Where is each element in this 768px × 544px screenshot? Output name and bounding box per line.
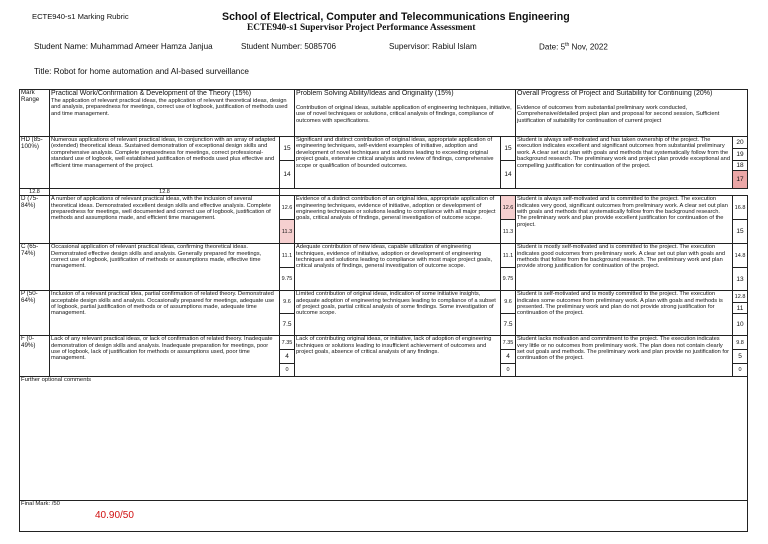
score-cell[interactable]: 9.6 xyxy=(280,291,295,314)
score-cell[interactable]: 15 xyxy=(733,220,748,244)
score-cell[interactable]: 15 xyxy=(280,137,295,161)
course-code: ECTE940-s1 Marking Rubric xyxy=(32,12,129,21)
supervisor: Supervisor: Rabiul Islam xyxy=(389,42,477,51)
criterion-1-c: Occasional application of relevant practical ideas, confirming theoretical ideas. Demonstrated effective design skills and analysis. Generally prepared for meetings, correct use of logbook, justification of methods or assumptions made, effective time management. xyxy=(50,244,280,291)
criterion-1-f: Lack of any relevant practical ideas, or lack of confirmation of related theory. Inadequate demonstration of design skills and analysis. Inadequate preparation for meetings, poor use of logbook, lack of justification for methods or assumptions used, poor time management. xyxy=(50,336,280,377)
school-name: School of Electrical, Computer and Telecommunications Engineering xyxy=(222,11,570,23)
student-name: Student Name: Muhammad Ameer Hamza Janjua xyxy=(34,42,213,51)
table-row xyxy=(20,291,748,303)
criterion-header-1: Practical Work/Confirmation & Development of the Theory (15%) The application of relevant practical ideas, the application of relevant theoretical ideas, design and analysis, preparedness for meetings, correct use of logbook, justification of methods used and time management. xyxy=(50,90,295,137)
score-cell[interactable]: 0 xyxy=(733,364,748,377)
mark-range-hd: HD (85-100%) xyxy=(20,137,50,189)
score-cell[interactable]: 15 xyxy=(501,137,516,161)
criterion-2-d: Evidence of a distinct contribution of an original idea, appropriate application of engineering techniques, evidence of initiative, adoption or development of engineering techniques or solutions leading to compliance with all major project goals, critical analysis of findings, general investigation of outcome scope. xyxy=(295,196,501,244)
criterion-3-d: Student is always self-motivated and is committed to the project. The execution indicates very good, significant outcomes from preliminary work. A clear set out plan with goals and methods that systematically follow from the background research. The preliminary work and plan provide excellent justification for continuation of the project. xyxy=(516,196,733,244)
score-cell[interactable]: 7.35 xyxy=(501,336,516,350)
score-cell[interactable]: 9.75 xyxy=(501,268,516,291)
criterion-1-d: A number of applications of relevant practical ideas, with the inclusion of several theoretical ideas. Demonstrated excellent design skills and effective analysis. Complete preparedness for meetings, well documented and correct use of logbook, justification of methods and assumptions made, and efficient time management. xyxy=(50,196,280,244)
score-cell[interactable]: 10 xyxy=(733,314,748,336)
further-comments[interactable] xyxy=(20,377,748,501)
score-cell[interactable]: 9.75 xyxy=(280,268,295,291)
score-cell[interactable]: 11.1 xyxy=(280,244,295,268)
mark-range-f: F (0-49%) xyxy=(20,336,50,377)
score-cell[interactable]: 5 xyxy=(733,350,748,364)
score-cell[interactable]: 13 xyxy=(733,268,748,291)
score-cell[interactable]: 7.35 xyxy=(280,336,295,350)
criterion-2-c: Adequate contribution of new ideas, capable utilization of engineering techniques, evidence of initiative, adoption or development of engineering techniques and solutions leading to compliance with most major project goals, critical analysis of findings, general investigation of outcome scope. xyxy=(295,244,501,291)
criterion-2-p: Limited contribution of original ideas, indication of some initiative insights, adequate adoption of engineering techniques leading to compliance of a subset of project goals, partial critical analysis of some findings. Some investigation of outcome scope. xyxy=(295,291,501,336)
criterion-1-hd: Numerous applications of relevant practical ideas, in conjunction with an array of adapted (extended) theoretical ideas. Sustained demonstration of exceptional design skills and comprehensive analysis. Complete preparedness for meetings, correct professional-standard use of logbook, well established justification of methods used plus effective and efficient time management of the project. xyxy=(50,137,280,189)
score-cell-selected[interactable]: 11.3 xyxy=(280,220,295,244)
mark-range-d: D (75-84%) xyxy=(20,196,50,244)
criterion-3-c: Student is mostly self-motivated and is committed to the project. The execution indicates good outcomes from preliminary work. A clear set out plan with goals and methods that follow from the background research. The preliminary work and plan provide strong justification for continuation of the project. xyxy=(516,244,733,291)
score-cell[interactable]: 11.3 xyxy=(501,220,516,244)
score-cell[interactable]: 12.8 xyxy=(20,189,50,196)
table-row xyxy=(20,336,748,350)
score-cell[interactable]: 14 xyxy=(501,161,516,189)
rubric-table xyxy=(19,89,748,532)
score-cell[interactable]: 12.8 xyxy=(733,291,748,303)
score-cell[interactable]: 9.8 xyxy=(733,336,748,350)
score-cell-selected[interactable]: 17 xyxy=(733,171,748,189)
assessment-title: ECTE940-s1 Supervisor Project Performance Assessment xyxy=(247,23,476,33)
score-cell[interactable]: 9.6 xyxy=(501,291,516,314)
score-cell[interactable]: 7.5 xyxy=(501,314,516,336)
criterion-3-f: Student lacks motivation and commitment to the project. The execution indicates very little or no outcomes from preliminary work. The plan does not contain clearly set out goals and methods. The preliminary work and plan provide no justification for continuation of the project. xyxy=(516,336,733,377)
criterion-header-3: Overall Progress of Project and Suitability for Continuing (20%) Evidence of outcomes from substantial preliminary work conducted, Comprehensive/detailed project plan and proposal for second session, Sufficient justification of suitability for continuation of current project xyxy=(516,90,748,137)
final-mark-row xyxy=(20,501,748,532)
score-cell[interactable]: 16.8 xyxy=(733,196,748,220)
criterion-3-hd: Student is always self-motivated and has taken ownership of the project. The execution indicates excellent and significant outcomes from substantial preliminary work. A clear set out plan with goals and methods that systematically follow from the background research. The preliminary work and project plan provide exceptional and compelling justification for continuation of the project. xyxy=(516,137,733,189)
header-row xyxy=(20,90,748,137)
score-cell[interactable]: 19 xyxy=(733,149,748,161)
score-cell[interactable]: 12.6 xyxy=(280,196,295,220)
criterion-3-p: Student is self-motivated and is mostly committed to the project. The execution indicates some outcomes from preliminary work. A plan with goals and methods is presented. The preliminary work and plan do not provide strong justification for continuation of the project. xyxy=(516,291,733,336)
final-mark-value: 40.90/50 xyxy=(95,510,134,522)
table-row xyxy=(20,244,748,268)
score-cell[interactable]: 11 xyxy=(733,303,748,314)
score-cell[interactable]: 0 xyxy=(501,364,516,377)
score-cell[interactable]: 20 xyxy=(733,137,748,149)
table-row xyxy=(20,196,748,220)
score-cell[interactable]: 11.1 xyxy=(501,244,516,268)
score-cell[interactable]: 4 xyxy=(501,350,516,364)
score-cell-selected[interactable]: 12.6 xyxy=(501,196,516,220)
criterion-2-hd: Significant and distinct contribution of original ideas, appropriate application of engineering techniques, self-evident examples of initiative, adoption and development of novel techniques and solutions leading to exceeding original project goals, extensive critical analysis and review of findings, comprehensive scope or qualification of bounded outcomes. xyxy=(295,137,501,189)
score-cell[interactable]: 4 xyxy=(280,350,295,364)
score-cell[interactable]: 12.8 xyxy=(50,189,280,196)
mark-range-c: C (65-74%) xyxy=(20,244,50,291)
project-title: Title: Robot for home automation and AI-based surveillance xyxy=(34,67,249,76)
score-cell[interactable]: 7.5 xyxy=(280,314,295,336)
score-cell[interactable]: 18 xyxy=(733,161,748,171)
score-cell[interactable]: 14.8 xyxy=(733,244,748,268)
criterion-1-p: Inclusion of a relevant practical idea, partial confirmation of related theory. Demonstrated acceptable design skills and analysis. Occasionally prepared for meetings, adequate use of logbook, partial justification of methods or of assumptions made, adequate time management. xyxy=(50,291,280,336)
criterion-header-2: Problem Solving Ability/Ideas and Originality (15%) Contribution of original ideas, suitable application of engineering techniques, initiative, use of novel techniques or solutions, critical analysis of findings, compliance of outcomes with specifications. xyxy=(295,90,516,137)
mark-range-p: P (50-64%) xyxy=(20,291,50,336)
comments-row xyxy=(20,377,748,501)
score-cell[interactable]: 0 xyxy=(280,364,295,377)
mark-range-header: Mark Range xyxy=(20,90,50,137)
date: Date: 5th Nov, 2022 xyxy=(539,42,608,52)
final-mark-cell[interactable] xyxy=(20,501,748,532)
score-cell[interactable]: 14 xyxy=(280,161,295,189)
final-mark-label: Final Mark: /50 xyxy=(21,501,60,508)
criterion-2-f: Lack of contributing original ideas, or initiative, lack of adoption of engineering techniques or solutions leading to insufficient achievement of outcomes and project goals, absence of critical analysis of any findings. xyxy=(295,336,501,377)
student-number: Student Number: 5085706 xyxy=(241,42,336,51)
table-row xyxy=(20,137,748,149)
comments-label: Further optional comments xyxy=(21,377,92,384)
